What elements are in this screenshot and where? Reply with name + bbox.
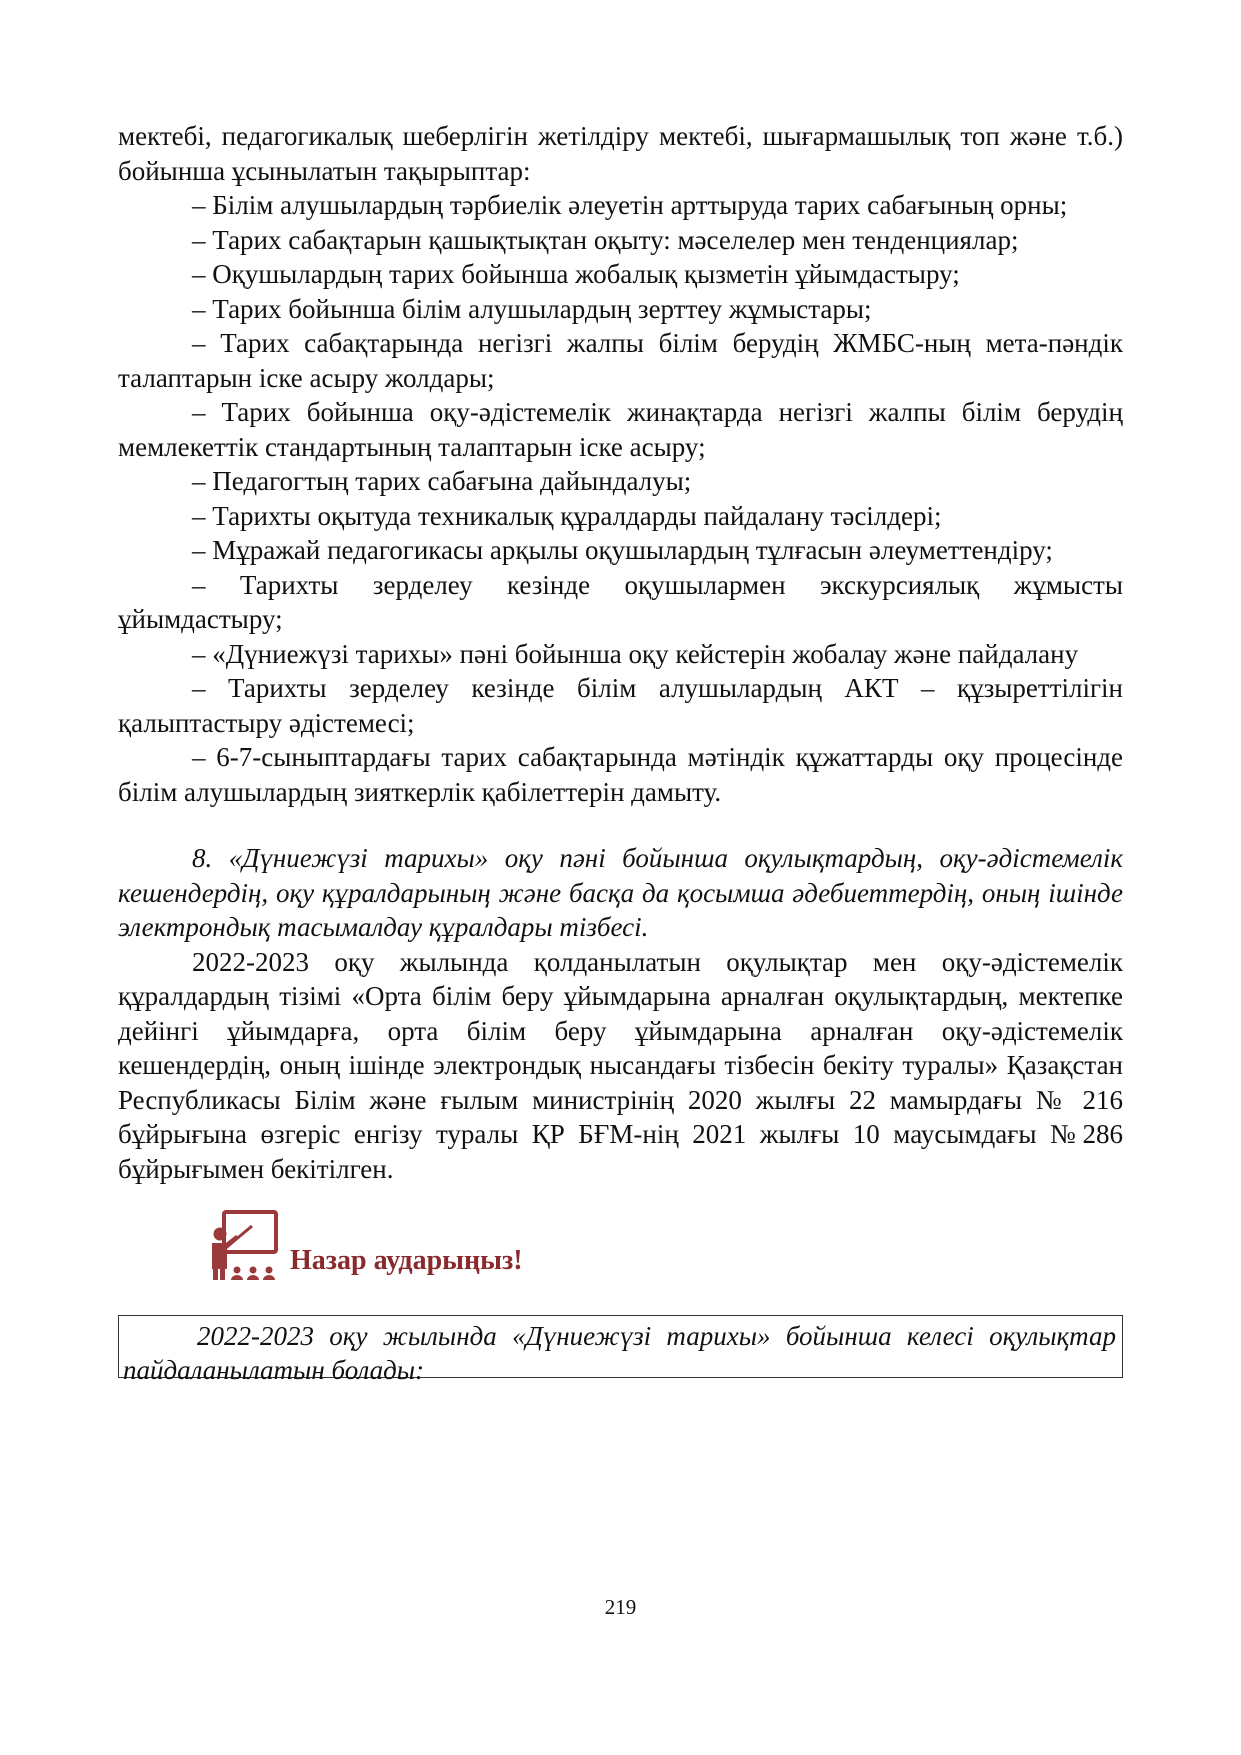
- topic-item: – Тарих бойынша білім алушылардың зерттеу жұмыстары;: [192, 293, 872, 324]
- topic-item: – Тарих сабақтарын қашықтықтан оқыту: мәселелер мен тенденциялар;: [192, 224, 1019, 255]
- topic-item: – Тарихты зерделеу кезінде білім алушылардың АКТ – құзыреттілігін қалыптастыру әдістемесі;: [118, 673, 1123, 738]
- notice-box: [118, 1315, 1123, 1385]
- topic-item: – Білім алушылардың тәрбиелік әлеуетін арттыруда тарих сабағының орны;: [192, 190, 1068, 220]
- topics-list: [118, 188, 1123, 809]
- topic-item: – Тарихты зерделеу кезінде оқушылармен экскурсиялық жұмысты ұйымдастыру;: [118, 569, 1123, 634]
- section-8-body: 2022-2023 оқу жылында қолданылатын оқулықтар мен оқу-әдістемелік құралдардың тізімі «Орта білім беру ұйымдарына арналған оқулықтардың, мектепке дейінгі ұйымдарға, орта білім беру ұйымдарына арналған оқу-әдістемелік кешендердің, оның ішінде электрондық нысандағы тізбесін бекіту туралы» Қазақстан Республикасы Білім және ғылым министрінің 2020 жылғы 22 мамырдағы № 216 бұйрығына өзгеріс енгізу туралы ҚР БҒМ-нің 2021 жылғы 10 маусымдағы №286 бұйрығымен бекітілген.: [118, 946, 1123, 1184]
- spacer: [118, 809, 1123, 841]
- attention-callout: [208, 1208, 1123, 1282]
- intro-paragraph: мектебі, педагогикалық шеберлігін жетілдіру мектебі, шығармашылық топ және т.б.) бойынша ұсынылатын тақырыптар:: [118, 121, 1123, 186]
- topic-item: – «Дүниежүзі тарихы» пәні бойынша оқу кейстерін жобалау және пайдалану: [192, 638, 1079, 669]
- section-8-heading: 8. «Дүниежүзі тарихы» оқу пәні бойынша оқулықтардың, оқу-әдістемелік кешендердің, оқу құралдарының және басқа да қосымша әдебиеттердің, оның ішінде электрондық тасымалдау құралдары тізбесі.: [118, 843, 1123, 942]
- teacher-presentation-icon: [208, 1210, 282, 1282]
- page-number: 219: [604, 1595, 637, 1619]
- topic-item: – Педагогтың тарих сабағына дайындалуы;: [192, 466, 692, 496]
- notice-text: 2022-2023 оқу жылында «Дүниежүзі тарихы» бойынша келесі оқулықтар пайдаланылатын болады:: [123, 1321, 1116, 1385]
- topic-item: – Мұражай педагогикасы арқылы оқушылардың тұлғасын әлеуметтендіру;: [192, 535, 1053, 565]
- topic-item: – 6-7-сыныптардағы тарих сабақтарында мәтіндік құжаттарды оқу процесінде білім алушылардың зияткерлік қабілеттерін дамыту.: [118, 742, 1123, 807]
- topic-item: – Тарихты оқытуда техникалық құралдарды пайдалану тәсілдері;: [192, 500, 942, 531]
- topic-item: – Тарих бойынша оқу-әдістемелік жинақтарда негізгі жалпы білім берудің мемлекеттік стандартының талаптарын іске асыру;: [118, 397, 1123, 462]
- topic-item: – Тарих сабақтарында негізгі жалпы білім берудің ЖМБС-ның мета-пәндік талаптарын іске асыру жолдары;: [118, 328, 1123, 393]
- document-page: [118, 119, 1123, 1385]
- topic-item: – Оқушылардың тарих бойынша жобалық қызметін ұйымдастыру;: [192, 259, 960, 289]
- attention-label: Назар аударыңыз!: [290, 1244, 523, 1276]
